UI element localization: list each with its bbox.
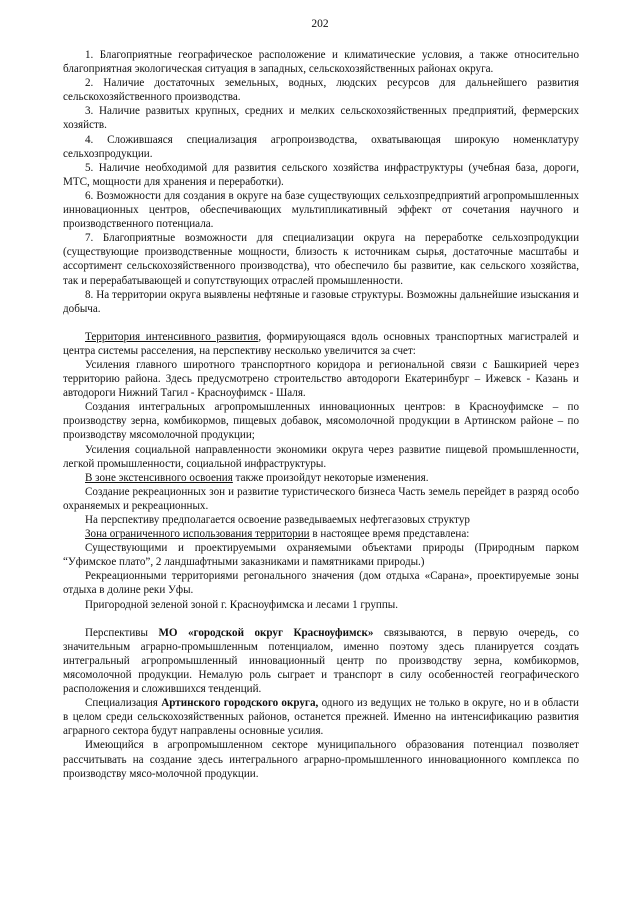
extensive-zone-term: В зоне экстенсивного освоения: [85, 471, 233, 484]
krasnoufimsk-text: связываются, в первую очередь, со значительным аграрно-промышленным потенциалом, именно поэтому здесь планируется создать интегральный агропромышленный инновационный центр по производству зерна, комбикормов, мясомолочной продукции. Немалую роль сыграет и транспорт в силу особенностей географического расположения и сложившихся тенденций.: [63, 626, 579, 696]
potential-paragraph: Имеющийся в агропромышленном секторе муниципального образования потенциал позволяет рассчитывать на создание здесь интегрального аграрно-промышленного инновационного комплекса по производству мясо-молочной продукции.: [63, 739, 579, 780]
list-item-3: 3. Наличие развитых крупных, средних и мелких сельскохозяйственных предприятий, фермерских хозяйств.: [63, 105, 579, 132]
list-item-4: 4. Сложившаяся специализация агропроизводства, охватывающая широкую номенклатуру сельхозпродукции.: [63, 133, 579, 160]
paragraph-gap: [63, 316, 579, 330]
intensive-zone-term: Территория интенсивного развития: [85, 330, 259, 343]
recreation-paragraph: Создание рекреационных зон и развитие туристического бизнеса Часть земель перейдет в разряд особо охраняемых и рекреационных.: [63, 485, 579, 512]
extensive-zone-text: также произойдут некоторые изменения.: [232, 471, 429, 484]
green-zone-paragraph: Пригородной зеленой зоной г. Красноуфимска и лесами 1 группы.: [85, 598, 398, 611]
zones-section: [63, 330, 579, 612]
numbered-list: [63, 48, 579, 316]
limited-zone-term: Зона ограниченного использования территории: [85, 528, 310, 541]
extensive-zone-paragraph: [63, 471, 579, 485]
artinsky-lead: Специализация: [85, 697, 162, 710]
prospects-section: [63, 626, 579, 781]
page-number: 202: [311, 18, 329, 30]
document-body: [63, 48, 579, 781]
oil-paragraph: На перспективу предполагается освоение разведываемых нефтегазовых структур: [85, 514, 470, 526]
limited-zone-text: в настоящее время представлена:: [309, 528, 470, 541]
list-item-7: 7. Благоприятные возможности для специализации округа на переработке сельхозпродукции (существующие производственные мощности, близость к источникам сырья, достаточные масштабы и ассортимент сельскохозяйственного производства), что обеспечило бы развитие, как сельского хозяйства, так и перерабатывающей и сопутствующих отраслей промышленности.: [63, 232, 579, 287]
centers-paragraph: Создания интегральных агропромышленных инновационных центров: в Красноуфимске – по производству зерна, комбикормов, пищевых добавок, мясомолочной продукции в Артинском районе – по производству мясомолочной продукции;: [63, 401, 579, 442]
list-item-2: 2. Наличие достаточных земельных, водных, людских ресурсов для дальнейшего развития сельскохозяйственного производства.: [63, 77, 579, 104]
intensive-zone-paragraph: [63, 330, 579, 358]
krasnoufimsk-lead: Перспективы: [85, 626, 159, 639]
regional-paragraph: Рекреационными территориями регонального значения (дом отдыха «Сарана», проектируемые зоны отдыха в долине реки Уфы.: [63, 570, 579, 597]
artinsky-text: одного из ведущих не только в округе, но и в области в целом среди сельскохозяйственных районов, останется прежней. Именно на интенсификацию развития аграрного сектора будут направлены основные усилия.: [63, 697, 579, 738]
social-paragraph: Усиления социальной направленности экономики округа через развитие пищевой промышленности, легкой промышленности, социальной инфраструктуры.: [63, 443, 579, 470]
krasnoufimsk-paragraph: [63, 626, 579, 696]
artinsky-name: Артинского городского округа,: [161, 697, 319, 710]
list-item-6: 6. Возможности для создания в округе на базе существующих сельхозпредприятий агропромышленных инновационных центров, обеспечивающих мультипликативный эффект от сочетания научного и производственного потенциала.: [63, 189, 579, 231]
artinsky-paragraph: [63, 696, 579, 738]
list-item-8: 8. На территории округа выявлены нефтяные и газовые структуры. Возможны дальнейшие изыскания и добыча.: [63, 288, 579, 315]
list-item-1: 1. Благоприятные географическое расположение и климатические условия, а также относительно благоприятная экологическая ситуация в западных, сельскохозяйственных районах округа.: [63, 49, 579, 76]
protected-paragraph: Существующими и проектируемыми охраняемыми объектами природы (Природным парком “Уфимское плато”, 2 ландшафтными заказниками и памятниками природы.): [63, 542, 579, 569]
road-paragraph: Усиления главного широтного транспортного коридора и региональной связи с Башкирией через территорию района. Здесь предусмотрено строительство автодороги Екатеринбург – Ижевск - Казань и автодороги Нижний Тагил - Красноуфимск - Шаля.: [63, 358, 579, 400]
list-item-5: 5. Наличие необходимой для развития сельского хозяйства инфраструктуры (учебная база, дороги, МТС, мощности для хранения и переработки).: [63, 161, 579, 188]
krasnoufimsk-name: МО «городской округ Красноуфимск»: [158, 626, 374, 639]
intensive-zone-text: , формирующаяся вдоль основных транспортных магистралей и центра системы расселения, на перспективу несколько увеличится за счет:: [63, 330, 579, 357]
limited-zone-paragraph: [63, 527, 579, 541]
paragraph-gap: [63, 612, 579, 626]
